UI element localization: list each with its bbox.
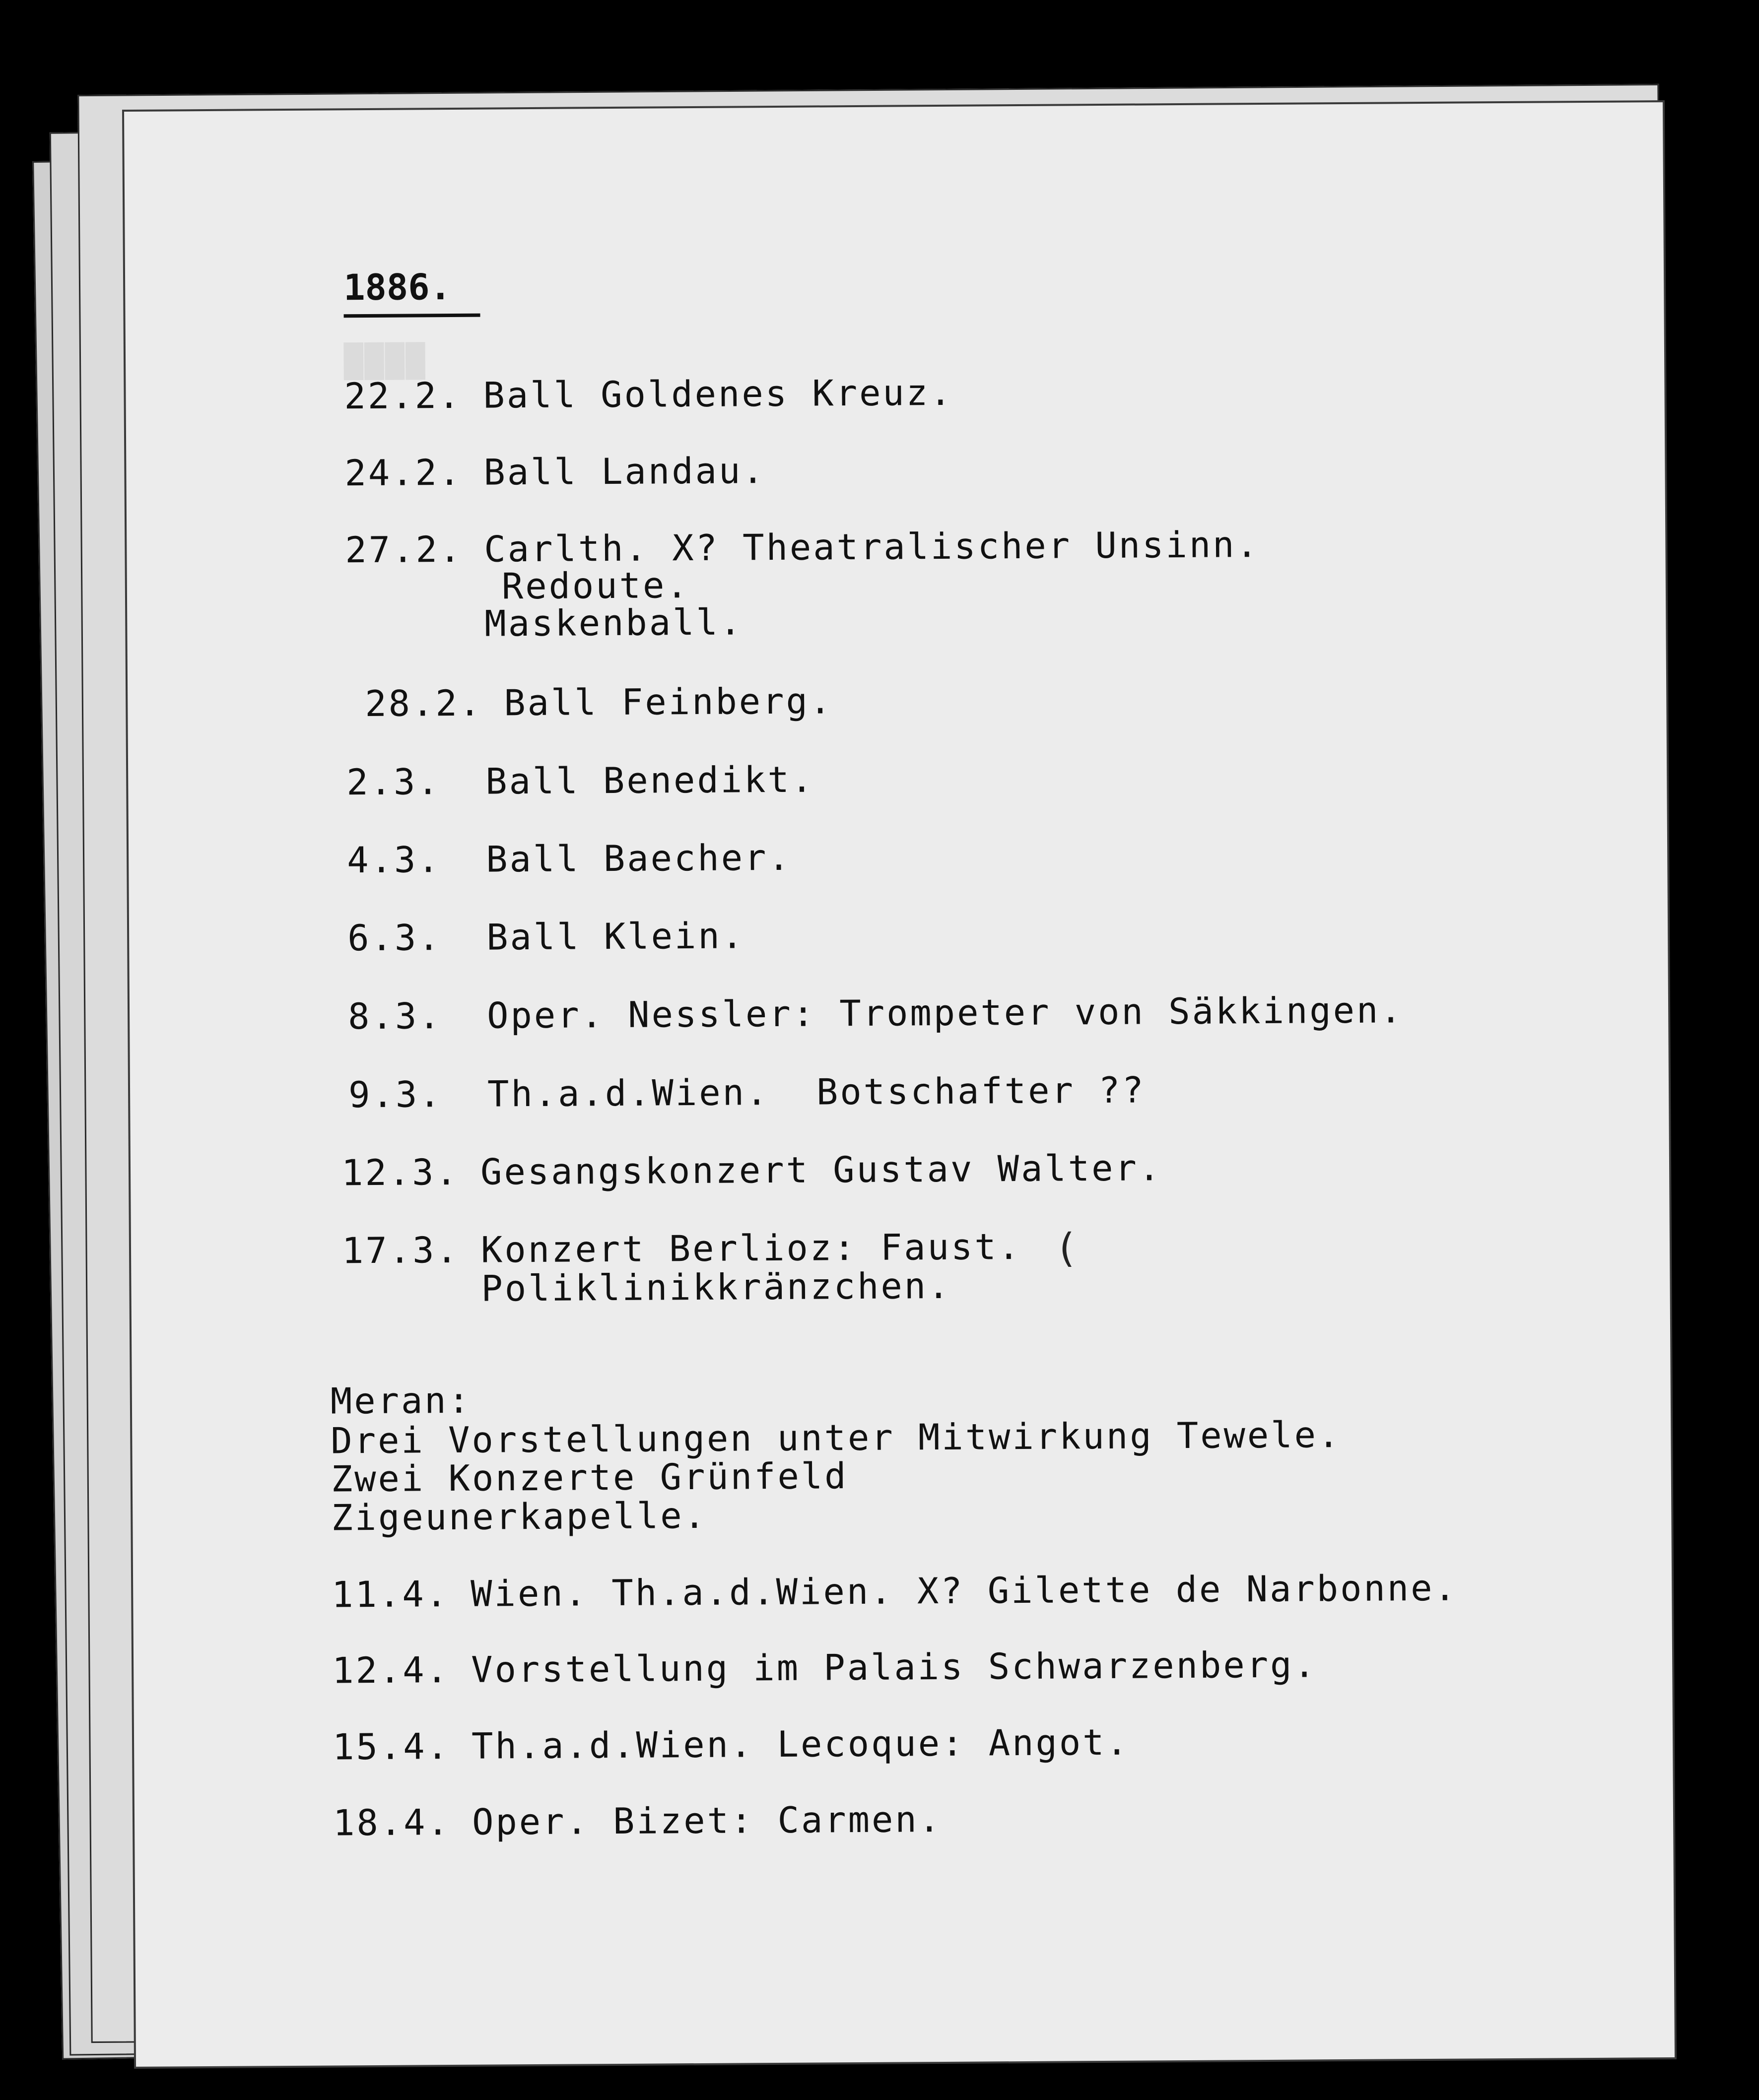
entry-row <box>501 564 690 607</box>
entry-row <box>332 1643 1317 1692</box>
entry-text: Oper. Bizet: Carmen. <box>472 1798 943 1843</box>
entry-text: Wien. Th.a.d.Wien. X? Gilette de Narbonne. <box>471 1567 1458 1615</box>
entry-row <box>346 836 792 881</box>
entry-date: 8.3. <box>347 995 442 1038</box>
entry-text: Ball Benedikt. <box>485 758 815 802</box>
bleed-through-text: ████ <box>343 343 427 381</box>
entry-row <box>332 1721 1130 1768</box>
entry-row <box>348 1069 1146 1116</box>
entry-text: Ball Baecher. <box>485 836 792 880</box>
entry-date: 24.2. <box>344 451 463 494</box>
entry-text: Th.a.d.Wien. Botschafter ?? <box>487 1069 1146 1115</box>
entry-row <box>346 758 815 803</box>
entry-row <box>345 524 1260 571</box>
meran-line: Zigeunerkapelle. <box>331 1494 708 1539</box>
entry-text: Ball Goldenes Kreuz. <box>483 371 953 416</box>
entry-row <box>344 371 953 417</box>
entry-date: 4.3. <box>346 839 441 881</box>
entry-date: 12.3. <box>341 1151 460 1194</box>
entry-row <box>344 450 766 494</box>
entry-row <box>365 680 833 725</box>
entry-text: Redoute. <box>501 564 690 607</box>
entry-date: 11.4. <box>332 1573 450 1616</box>
entry-text: Vorstellung im Palais Schwarzenberg. <box>471 1643 1317 1691</box>
entry-text: Ball Feinberg. <box>504 680 833 724</box>
entry-text: Th.a.d.Wien. Lecoque: Angot. <box>471 1721 1130 1767</box>
entry-text: Konzert Berlioz: Faust. <box>480 1225 1022 1271</box>
document-page <box>124 102 1675 2067</box>
entry-row <box>333 1798 943 1844</box>
entry-text: Ball Landau. <box>483 450 766 493</box>
meran-line: Drei Vorstellungen unter Mitwirkung Tewele. <box>331 1414 1342 1462</box>
entry-row <box>347 915 745 959</box>
entry-text: Gesangskonzert Gustav Walter. <box>480 1147 1162 1193</box>
entry-date: 9.3. <box>348 1073 443 1116</box>
pencil-mark: ( <box>1054 1225 1079 1271</box>
entry-text: Poliklinikkränzchen. <box>481 1264 951 1310</box>
entry-text: Oper. Nessler: Trompeter von Säkkingen. <box>486 989 1404 1037</box>
entry-date: 27.2. <box>345 528 463 571</box>
entry-row <box>332 1567 1458 1616</box>
entry-row <box>481 1264 951 1310</box>
entry-text: Maskenball. <box>484 601 744 645</box>
meran-line: Zwei Konzerte Grünfeld <box>331 1455 848 1500</box>
entry-date: 17.3. <box>341 1229 460 1272</box>
entry-date: 28.2. <box>365 682 483 725</box>
meran-heading: Meran: <box>330 1379 472 1422</box>
entry-text: Carlth. X? Theatralischer Unsinn. <box>484 524 1260 570</box>
entry-date: 18.4. <box>333 1801 451 1844</box>
entry-row <box>341 1225 1022 1272</box>
entry-row <box>484 601 744 645</box>
entry-date: 22.2. <box>344 374 462 417</box>
entry-text: Ball Klein. <box>486 915 745 958</box>
entry-date: 12.4. <box>332 1649 450 1692</box>
entry-date: 6.3. <box>347 917 442 959</box>
entry-row <box>341 1147 1162 1194</box>
entry-date: 15.4. <box>332 1725 451 1768</box>
entry-date: 2.3. <box>346 761 441 803</box>
year-heading: 1886. <box>343 266 480 318</box>
entry-row <box>347 989 1404 1038</box>
